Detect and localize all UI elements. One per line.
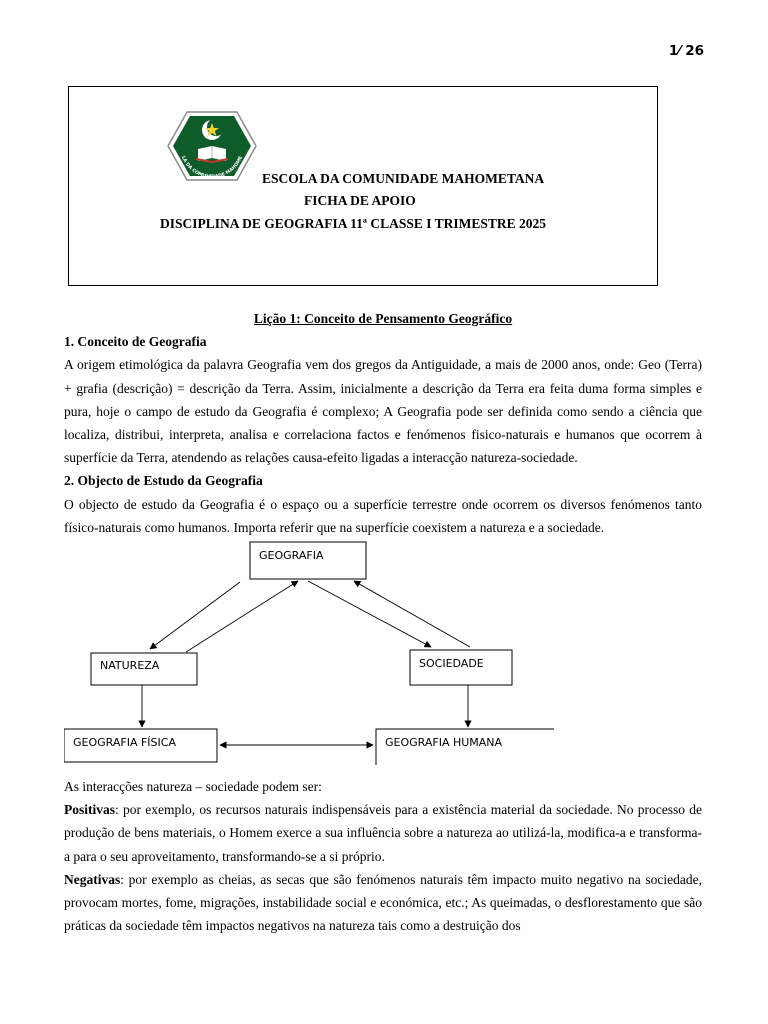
school-logo <box>165 109 259 183</box>
node-geografia <box>250 542 366 579</box>
node-geografia-fisica-label: GEOGRAFIA FÍSICA <box>73 736 176 750</box>
positive-interactions <box>64 798 702 868</box>
lesson-title: Lição 1: Conceito de Pensamento Geográfico <box>253 311 513 326</box>
section-text-object: O objecto de estudo da Geografia é o espaço ou a superfície terrestre onde ocorrem os diversos fenómenos tanto físico-naturais como humanos. Importa referir que na superfície coexistem a natureza e a sociedade. <box>64 496 702 535</box>
document-body <box>64 307 702 937</box>
node-sociedade-label: SOCIEDADE <box>419 657 484 671</box>
page-number: 1⁄ 26 <box>668 43 704 59</box>
school-name: ESCOLA DA COMUNIDADE MAHOMETANA <box>262 171 545 186</box>
document-header <box>68 86 658 286</box>
logo-text: LA DA COMUNIDADE MAHOME <box>180 155 244 180</box>
section-heading-concept: 1. Conceito de Geografia <box>64 334 207 350</box>
negative-text: : por exemplo as cheias, as secas que são fenómenos naturais têm impacto muito negativo na sociedade, provocam mortes, fome, migrações, instabilidade social e económica, etc.; As queimadas, o desflorestamento que são práticas da sociedade têm impactos negativos na natureza tais como a destruição dos <box>64 871 702 934</box>
negative-interactions <box>64 868 702 938</box>
node-natureza-label: NATUREZA <box>100 659 160 673</box>
interactions-intro: As interacções natureza – sociedade podem ser: <box>64 779 322 795</box>
negative-label: Negativas <box>64 871 121 887</box>
positive-label: Positivas <box>64 802 116 818</box>
node-geografia-fisica <box>64 729 217 762</box>
node-geografia-humana-label: GEOGRAFIA HUMANA <box>385 736 503 750</box>
discipline-line: DISCIPLINA DE GEOGRAFIA 11ª CLASSE I TRIMESTRE 2025 <box>160 216 547 231</box>
positive-text: : por exemplo, os recursos naturais indispensáveis para a existência material da sociedade. No processo de produção de bens materiais, o Homem exerce a sua influência sobre a natureza ao utilizá-la, modifica-a e transforma-a para o seu aproveitamento, transformando-se a si próprio. <box>64 802 702 864</box>
node-sociedade <box>410 650 512 685</box>
arrow-natureza-geografia <box>186 581 298 652</box>
node-geografia-humana <box>376 729 554 765</box>
node-geografia-label: GEOGRAFIA <box>259 549 324 563</box>
section-text-concept: A origem etimológica da palavra Geografia vem dos gregos da Antiguidade, a mais de 2000 anos, onde: Geo (Terra) + grafia (descrição) = descrição da Terra. Assim, inicialmente a descrição da Terra era feita duma forma simples e pura, hoje o campo de estudo da Geografia é complexo; A Geografia pode ser definida como sendo a ciência que localiza, distribui, interpreta, analisa e correlaciona factos e fenómenos fisico-naturais e humanos que ocorrem à superfície da Terra, atendendo as relações causa-efeito ligadas a interacção natureza-sociedade. <box>64 357 702 466</box>
section-heading-object: 2. Objecto de Estudo da Geografia <box>64 473 263 489</box>
arrow-geografia-natureza <box>150 582 240 649</box>
geography-diagram <box>64 539 702 775</box>
node-natureza <box>91 653 197 685</box>
document-type: FICHA DE APOIO <box>304 193 416 208</box>
